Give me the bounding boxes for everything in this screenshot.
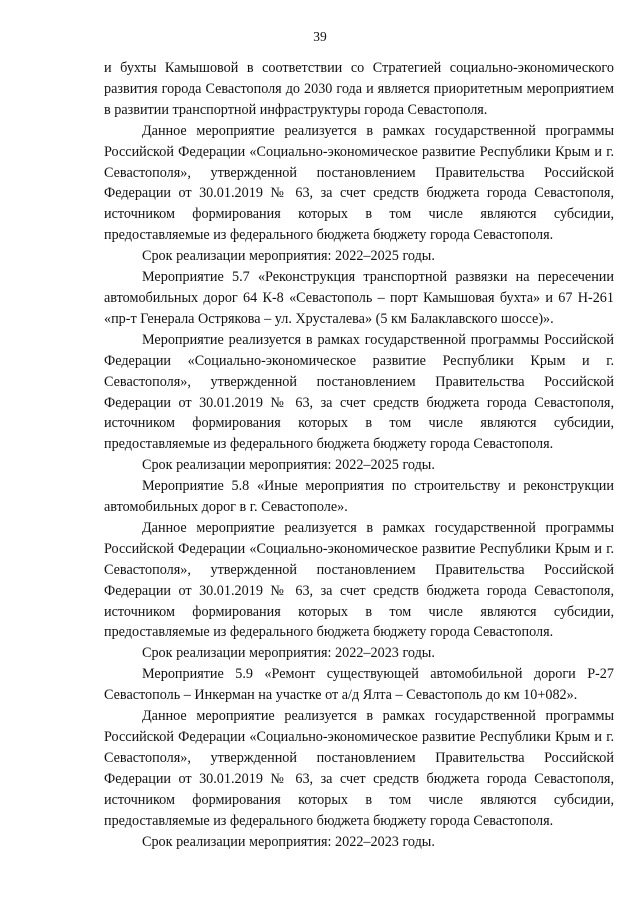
paragraph-10: Мероприятие 5.9 «Ремонт существующей автомобильной дороги Р-27 Севастополь – Инкерман на участке от а/д Ялта – Севастополь до км 10+082». — [104, 666, 614, 704]
paragraph-12: Срок реализации мероприятия: 2022–2023 годы. — [142, 833, 435, 850]
paragraph-7: Мероприятие 5.8 «Иные мероприятия по строительству и реконструкции автомобильных дорог в г. Севастополе». — [104, 478, 614, 516]
paragraph-11: Данное мероприятие реализуется в рамках государственной программы Российской Федерации «Социально-экономическое развитие Республики Крым и г. Севастополя», утвержденной постановлением Правительства Российской Федерации от 30.01.2019 № 63, за счет средств бюджета города Севастополя, источником формирования которых в том числе являются субсидии, предоставляемые из федерального бюджета бюджету города Севастополя. — [104, 708, 614, 829]
paragraph-8: Данное мероприятие реализуется в рамках государственной программы Российской Федерации «Социально-экономическое развитие Республики Крым и г. Севастополя», утвержденной постановлением Правительства Российской Федерации от 30.01.2019 № 63, за счет средств бюджета города Севастополя, источником формирования которых в том числе являются субсидии, предоставляемые из федерального бюджета бюджету города Севастополя. — [104, 519, 614, 641]
document-body — [104, 58, 614, 852]
paragraph-5: Мероприятие реализуется в рамках государственной программы Российской Федерации «Социально-экономическое развитие Республики Крым и г. Севастополя», утвержденной постановлением Правительства Российской Федерации от 30.01.2019 № 63, за счет средств бюджета города Севастополя, источником формирования которых в том числе являются субсидии, предоставляемые из федерального бюджета бюджету города Севастополя. — [104, 331, 614, 453]
paragraph-9: Срок реализации мероприятия: 2022–2023 годы. — [142, 645, 435, 662]
paragraph-6: Срок реализации мероприятия: 2022–2025 годы. — [142, 457, 435, 474]
paragraph-3: Срок реализации мероприятия: 2022–2025 годы. — [142, 248, 435, 265]
paragraph-1: и бухты Камышовой в соответствии со Стратегией социально-экономического развития города Севастополя до 2030 года и является приоритетным мероприятием в развитии транспортной инфраструктуры города Севастополя. — [104, 60, 614, 118]
page-number: 39 — [313, 29, 327, 44]
paragraph-2: Данное мероприятие реализуется в рамках государственной программы Российской Федерации «Социально-экономическое развитие Республики Крым и г. Севастополя», утвержденной постановлением Правительства Российской Федерации от 30.01.2019 № 63, за счет средств бюджета города Севастополя, источником формирования которых в том числе являются субсидии, предоставляемые из федерального бюджета бюджету города Севастополя. — [104, 122, 614, 244]
paragraph-4: Мероприятие 5.7 «Реконструкция транспортной развязки на пересечении автомобильных дорог 64 К-8 «Севастополь – порт Камышовая бухта» и 67 Н-261 «пр-т Генерала Острякова – ул. Хрусталева» (5 км Балаклавского шоссе)». — [104, 269, 614, 327]
